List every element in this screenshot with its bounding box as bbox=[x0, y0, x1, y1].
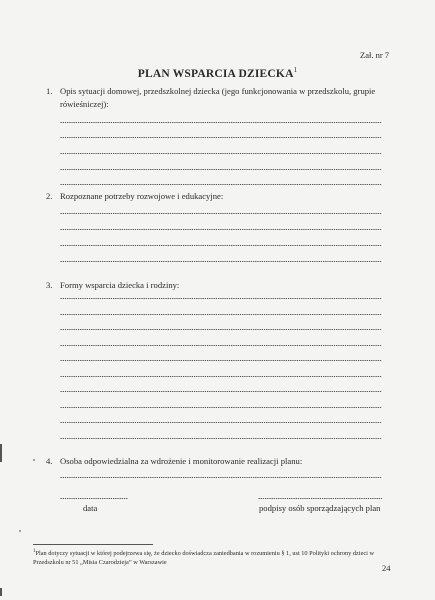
document-title bbox=[0, 66, 435, 80]
scan-mark-bottom-left bbox=[0, 588, 2, 596]
answer-line[interactable] bbox=[60, 314, 382, 315]
answer-line[interactable] bbox=[60, 345, 382, 346]
scan-mark-left bbox=[0, 444, 2, 462]
page-number: 24 bbox=[382, 563, 391, 573]
section-3-heading bbox=[46, 279, 386, 293]
scan-speck bbox=[33, 459, 35, 461]
date-label: data bbox=[83, 503, 98, 513]
answer-line[interactable] bbox=[60, 376, 382, 377]
section-4-number: 4. bbox=[46, 456, 53, 466]
answer-line[interactable] bbox=[60, 153, 382, 154]
answer-line[interactable] bbox=[60, 422, 382, 423]
signers-label: podpisy osób sporządzających plan bbox=[259, 503, 381, 513]
section-1-heading bbox=[46, 85, 386, 113]
answer-line[interactable] bbox=[60, 137, 382, 138]
section-2-answer-lines bbox=[60, 213, 382, 273]
answer-line[interactable] bbox=[60, 360, 382, 361]
answer-line[interactable] bbox=[60, 245, 382, 246]
title-footnote-marker: 1 bbox=[293, 66, 298, 74]
section-3-text: Formy wsparcia dziecka i rodziny: bbox=[60, 280, 180, 290]
section-3-answer-lines bbox=[60, 298, 382, 448]
footnote-separator bbox=[33, 544, 153, 545]
section-2-text: Rozpoznane potrzeby rozwojowe i edukacyjne: bbox=[60, 191, 224, 201]
attachment-number: Zał. nr 7 bbox=[360, 50, 390, 60]
answer-line[interactable] bbox=[60, 438, 382, 439]
date-signature-line[interactable] bbox=[60, 498, 128, 499]
section-1-text: Opis sytuacji domowej, przedszkolnej dziecka (jego funkcjonowania w przedszkolu, grupie rówieśniczej): bbox=[60, 86, 376, 109]
answer-line[interactable] bbox=[60, 298, 382, 299]
answer-line[interactable] bbox=[60, 184, 382, 185]
footnote bbox=[33, 548, 393, 567]
section-3-number: 3. bbox=[46, 280, 53, 290]
answer-line[interactable] bbox=[60, 261, 382, 262]
answer-line[interactable] bbox=[60, 169, 382, 170]
section-4-heading bbox=[46, 455, 386, 469]
section-1-answer-lines bbox=[60, 122, 382, 192]
footnote-text: Plan dotyczy sytuacji w której podejrzewa się, że dziecko doświadcza zaniedbania w rozumieniu § 1, ust 10 Polityki ochrony dzieci w Przedszkolu nr 51 „Misia Czarodzieja” w Warszawie bbox=[33, 550, 375, 566]
answer-line[interactable] bbox=[60, 391, 382, 392]
section-2-number: 2. bbox=[46, 191, 53, 201]
answer-line[interactable] bbox=[60, 229, 382, 230]
footnote-marker: 1 bbox=[33, 549, 36, 554]
signers-signature-line[interactable] bbox=[258, 498, 382, 499]
answer-line[interactable] bbox=[60, 407, 382, 408]
section-1-number: 1. bbox=[46, 86, 53, 96]
section-4-answer-lines bbox=[60, 477, 382, 483]
answer-line[interactable] bbox=[60, 477, 382, 478]
scan-speck bbox=[19, 530, 21, 532]
answer-line[interactable] bbox=[60, 122, 382, 123]
section-4-text: Osoba odpowiedzialna za wdrożenie i monitorowanie realizacji planu: bbox=[60, 456, 303, 466]
title-text: PLAN WSPARCIA DZIECKA bbox=[137, 67, 294, 80]
section-2-heading bbox=[46, 190, 386, 204]
answer-line[interactable] bbox=[60, 213, 382, 214]
answer-line[interactable] bbox=[60, 329, 382, 330]
